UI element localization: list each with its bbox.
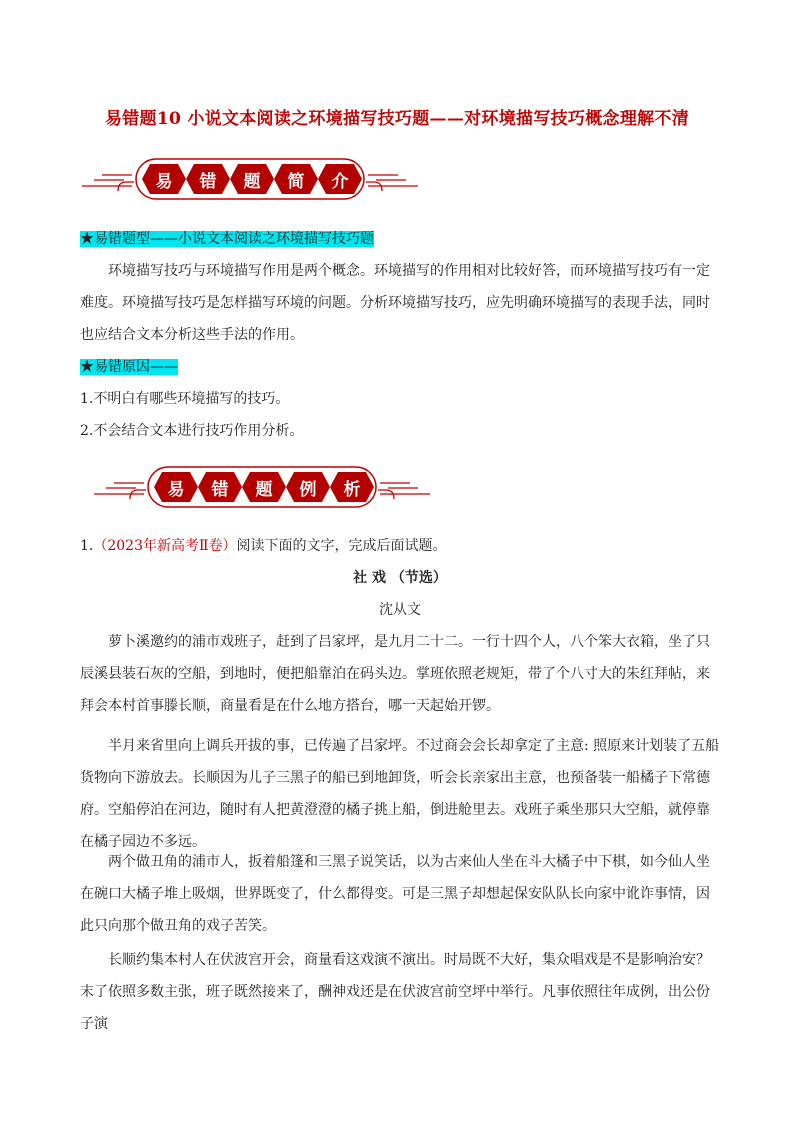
banner-char: 易 [155,171,173,192]
passage-paragraph: 萝卜溪邀约的浦市戏班子，赶到了吕家坪，是九月二十二。一行十四个人，八个笨大衣箱，坐了只辰溪县装石灰的空船，到地时，便把船靠泊在码头边。掌班依照老规矩，带了个八寸大的朱红拜帖，来拜会本村首事滕长顺，商量看是在什么地方搭台，哪一天起始开锣。 [80,634,710,714]
passage-title: 社 戏 （节选） [353,570,447,586]
banner-char: 析 [343,479,361,500]
banner-char: 例 [299,479,317,500]
banner-char: 错 [199,171,217,192]
banner-char: 题 [243,171,261,192]
page-title: 易错题10 小说文本阅读之环境描写技巧题——对环境描写技巧概念理解不清 [104,109,690,129]
passage-author: 沈从文 [379,602,421,618]
question-source: （2023年新高考Ⅱ卷） [93,538,237,554]
error-type-label: ★易错题型——小说文本阅读之环境描写技巧题 [80,231,374,247]
banner-char: 题 [255,479,273,500]
banner-char: 错 [211,479,229,500]
question-number: 1. [80,538,94,554]
error-reason-label: ★易错原因—— [80,359,178,375]
banner-char: 介 [331,171,349,192]
error-type-description: 环境描写技巧与环境描写作用是两个概念。环境描写的作用相对比较好答，而环境描写技巧有一定难度。环境描写技巧是怎样描写环境的问题。分析环境描写技巧，应先明确环境描写的表现手法，同时也应结合文本分析这些手法的作用。 [80,263,710,343]
banner-char: 易 [167,479,185,500]
passage-paragraph: 两个做丑角的浦市人，扳着船篷和三黑子说笑话，以为古来仙人坐在斗大橘子中下棋，如今仙人坐在碗口大橘子堆上吸烟，世界既变了，什么都得变。可是三黑子却想起保安队队长向家中讹诈事情，因此只向那个做丑角的戏子苦笑。 [80,854,710,934]
question-header [80,530,720,562]
reason-item: 2.不会结合文本进行技巧作用分析。 [80,423,304,439]
reason-item: 1.不明白有哪些环境描写的技巧。 [80,391,290,407]
section-banner-examples [92,463,432,511]
passage-paragraph: 半月来省里向上调兵开拔的事，已传遍了吕家坪。不过商会会长却拿定了主意: 照原来计划装了五船货物向下游放去。长顺因为儿子三黑子的船已到地卸货，听会长亲家出主意，也预备装一船橘子下常德府。空船停泊在河边，随时有人把黄澄澄的橘子挑上船，倒进舱里去。戏班子乘坐那只大空船，就停靠在橘子园边不多远。 [80,738,720,850]
banner-char: 简 [287,171,305,192]
section-banner-intro [80,155,420,203]
passage-paragraph: 长顺约集本村人在伏波宫开会，商量看这戏演不演出。时局既不大好，集众唱戏是不是影响治安？末了依照多数主张，班子既然接来了，酬神戏还是在伏波宫前空坪中举行。凡事依照往年成例，出公份子演 [80,952,710,1032]
question-prompt: 阅读下面的文字，完成后面试题。 [236,538,447,554]
